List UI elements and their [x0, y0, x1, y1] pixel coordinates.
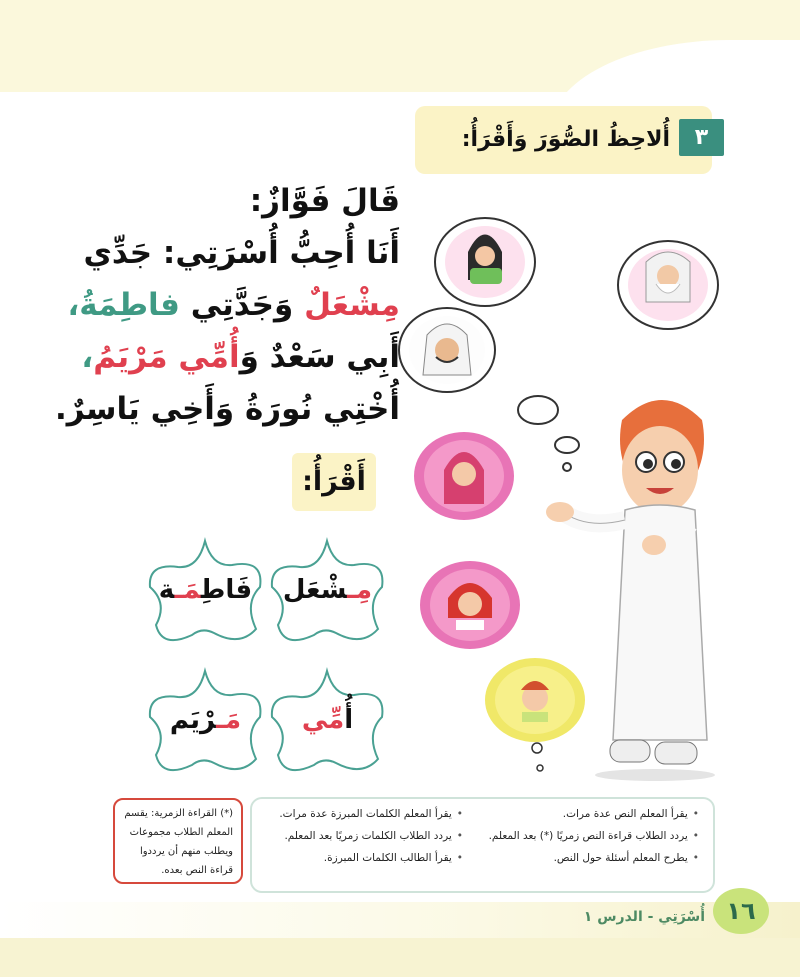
poem-line-2: أَنَا أُحِبُّ أُسْرَتِي: جَدِّي — [83, 235, 400, 271]
word-ummi — [270, 705, 385, 735]
note-item: • يقرأ المعلم النص عدة مرات. — [489, 803, 699, 825]
poem-line-5: أُخْتِي نُورَةُ وَأَخِي يَاسِرٌ. — [54, 391, 400, 427]
poem-name-fatima: فاطِمَةُ — [79, 287, 180, 323]
cloud-father — [399, 308, 495, 392]
word-fatima-pre: فَاطِ — [200, 575, 253, 605]
note-item: • يردد الطلاب الكلمات زمريًا بعد المعلم. — [263, 825, 463, 847]
cloud-grandmother — [435, 218, 535, 306]
poem-comma: ، — [67, 287, 80, 323]
teacher-notes-box — [250, 797, 715, 893]
word-ummi-pre: أُ — [344, 705, 354, 735]
note-item: • يقرأ المعلم الكلمات المبرزة عدة مرات. — [263, 803, 463, 825]
poem-father: أَبِي سَعْدٌ — [258, 339, 400, 375]
activity-number: ٣ — [679, 119, 724, 156]
word-fatima — [148, 575, 263, 605]
poem-line-4 — [81, 331, 400, 383]
note-item: • يردد الطلاب قراءة النص زمريًا (*) بعد المعلم. — [489, 825, 699, 847]
poem-space — [168, 339, 179, 375]
word-fatima-rest: ة — [158, 575, 175, 605]
poem-line-1: قَالَ فَوَّازٌ: — [249, 183, 400, 219]
poem-line-3 — [67, 279, 400, 331]
word-maryam-highlight: مَـ — [216, 705, 242, 735]
teacher-notes-left — [263, 803, 463, 869]
poem-grandmother-word: وَجَدَّتِي — [179, 287, 305, 323]
note-item: • يطرح المعلم أسئلة حول النص. — [489, 847, 699, 869]
cloud-mother — [414, 432, 514, 520]
word-mishal-rest: شْعَل — [282, 575, 348, 605]
word-maryam — [148, 705, 263, 735]
read-label: أَقْرَأُ: — [292, 453, 376, 511]
word-ummi-highlight: مِّي — [301, 705, 345, 735]
poem-name-maryam: مَرْيَمُ — [93, 339, 168, 375]
page-number: ١٦ — [713, 888, 769, 934]
poem-comma-2: ، — [81, 339, 94, 375]
note-item: • يقرأ الطالب الكلمات المبرزة. — [263, 847, 463, 869]
poem-and: وَ — [239, 339, 259, 375]
footnote-box: (*) القراءة الزمرية: يقسم المعلم الطلاب مجموعات ويطلب منهم أن يرددوا قراءة النص بعده. — [113, 798, 243, 884]
cloud-brother — [485, 658, 585, 742]
word-mishal-highlight: مِـ — [347, 575, 373, 605]
poem-text — [54, 175, 400, 435]
word-maryam-rest: رْيَم — [169, 705, 217, 735]
cloud-grandfather — [618, 241, 718, 329]
cloud-sister — [420, 561, 520, 649]
word-fatima-highlight: مَـ — [174, 575, 201, 605]
teacher-notes-right — [489, 803, 699, 869]
lesson-title: أُسْرَتِي - الدرس ١ — [583, 909, 705, 925]
word-mishal — [270, 575, 385, 605]
poem-word-ummi: أُمِّي — [178, 339, 240, 375]
poem-name-mishal-prefix: مِشْعَلٌ — [304, 287, 400, 323]
activity-title: أُلاحِظُ الصُّوَرَ وَأَقْرَأُ: — [461, 127, 670, 152]
